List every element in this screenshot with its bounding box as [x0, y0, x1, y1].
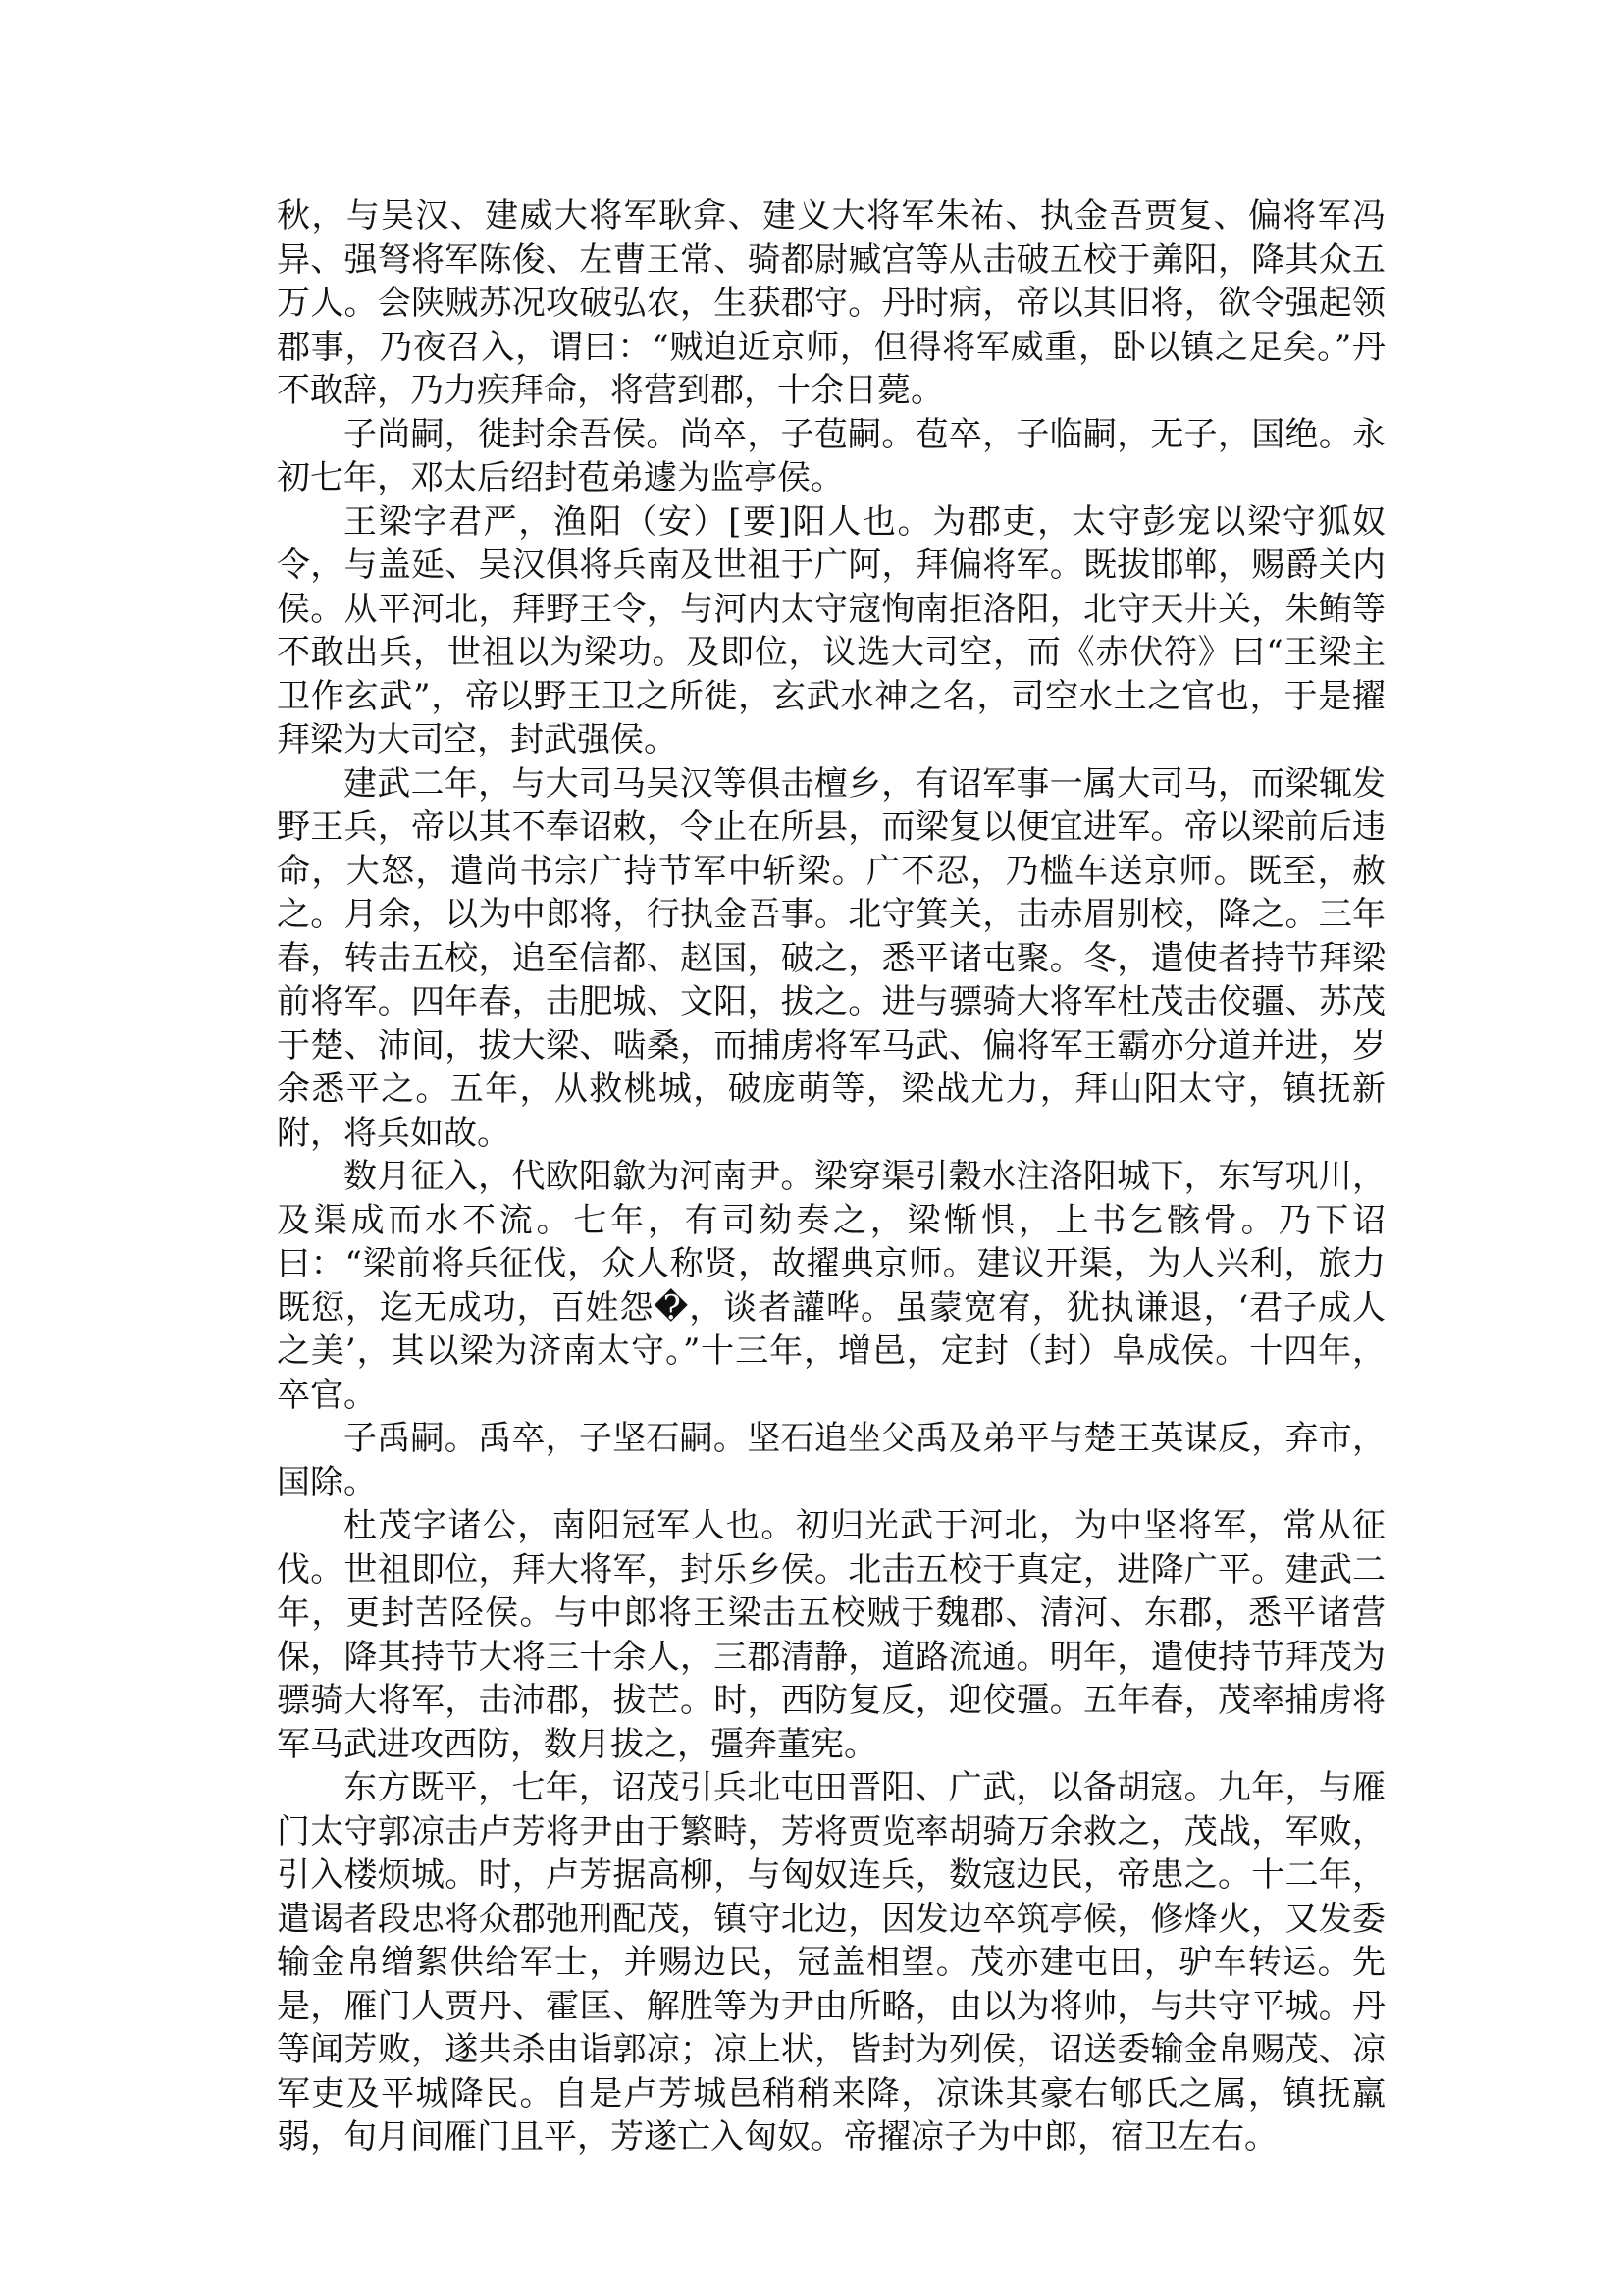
paragraph-2: 子尚嗣，徙封余吾侯。尚卒，子苞嗣。苞卒，子临嗣，无子，国绝。永初七年，邓太后绍封苞弟遽为监亭侯。 [277, 414, 1386, 497]
paragraph-7: 杜茂字诸公，南阳冠军人也。初归光武于河北，为中坚将军，常从征伐。世祖即位，拜大将军，封乐乡侯。北击五校于真定，进降广平。建武二年，更封苦陉侯。与中郎将王梁击五校贼于魏郡、清河、东郡，悉平诸营保，降其持节大将三十余人，三郡清静，道路流通。明年，遣使持节拜茂为骠骑大将军，击沛郡，拔芒。时，西防复反，迎佼彊。五年春，茂率捕虏将军马武进攻西防，数月拔之，彊奔董宪。 [277, 1506, 1386, 1764]
paragraph-4: 建武二年，与大司马吴汉等俱击檀乡，有诏军事一属大司马，而梁辄发野王兵，帝以其不奉诏敕，令止在所县，而梁复以便宜进军。帝以梁前后违命，大怒，遣尚书宗广持节军中斩梁。广不忍，乃槛车送京师。既至，赦之。月余，以为中郎将，行执金吾事。北守箕关，击赤眉别校，降之。三年春，转击五校，追至信都、赵国，破之，悉平诸屯聚。冬，遣使者持节拜梁前将军。四年春，击肥城、文阳，拔之。进与骠骑大将军杜茂击佼疆、苏茂于楚、沛间，拔大梁、啮桑，而捕虏将军马武、偏将军王霸亦分道并进，岁余悉平之。五年，从救桃城，破庞萌等，梁战尤力，拜山阳太守，镇抚新附，将兵如故。 [277, 763, 1386, 1153]
paragraph-3: 王梁字君严，渔阳（安）[要]阳人也。为郡吏，太守彭宠以梁守狐奴令，与盖延、吴汉俱将兵南及世祖于广阿，拜偏将军。既拔邯郸，赐爵关内侯。从平河北，拜野王令，与河内太守寇恂南拒洛阳，北守天井关，朱鲔等不敢出兵，世祖以为梁功。及即位，议选大司空，而《赤伏符》曰“王梁主卫作玄武”，帝以野王卫之所徙，玄武水神之名，司空水土之官也，于是擢拜梁为大司空，封武强侯。 [277, 501, 1386, 759]
paragraph-6: 子禹嗣。禹卒，子坚石嗣。坚石追坐父禹及弟平与楚王英谋反，弃市，国除。 [277, 1419, 1386, 1502]
paragraph-1: 秋，与吴汉、建威大将军耿弇、建义大将军朱祐、执金吾贾复、偏将军冯异、强弩将军陈俊、左曹王常、骑都尉臧宫等从击破五校于羛阳，降其众五万人。会陕贼苏况攻破弘农，生获郡守。丹时病，帝以其旧将，欲令强起领郡事，乃夜召入，谓曰：“贼迫近京师，但得将军威重，卧以镇之足矣。”丹不敢辞，乃力疾拜命，将营到郡，十余日薨。 [277, 196, 1386, 410]
paragraph-5: 数月征入，代欧阳歙为河南尹。梁穿渠引穀水注洛阳城下，东写巩川，及渠成而水不流。七年，有司劾奏之，梁惭惧，上书乞骸骨。乃下诏曰：“梁前将兵征伐，众人称贤，故擢典京师。建议开渠，为人兴利，旅力既愆，迄无成功，百姓怨�，谈者讙哗。虽蒙宽宥，犹执谦退，‘君子成人之美’，其以梁为济南太守。”十三年，增邑，定封（封）阜成侯。十四年，卒官。 [277, 1157, 1386, 1415]
paragraph-8: 东方既平，七年，诏茂引兵北屯田晋阳、广武，以备胡寇。九年，与雁门太守郭凉击卢芳将尹由于繁畤，芳将贾览率胡骑万余救之，茂战，军败，引入楼烦城。时，卢芳据高柳，与匈奴连兵，数寇边民，帝患之。十二年，遣谒者段忠将众郡弛刑配茂，镇守北边，因发边卒筑亭候，修烽火，又发委输金帛缯絮供给军士，并赐边民，冠盖相望。茂亦建屯田，驴车转运。先是，雁门人贾丹、霍匡、解胜等为尹由所略，由以为将帅，与共守平城。丹等闻芳败，遂共杀由诣郭凉；凉上状，皆封为列侯，诏送委输金帛赐茂、凉军吏及平城降民。自是卢芳城邑稍稍来降，凉诛其豪右郇氏之属，镇抚羸弱，旬月间雁门且平，芳遂亡入匈奴。帝擢凉子为中郎，宿卫左右。 [277, 1768, 1386, 2157]
document-page [277, 194, 1386, 2160]
